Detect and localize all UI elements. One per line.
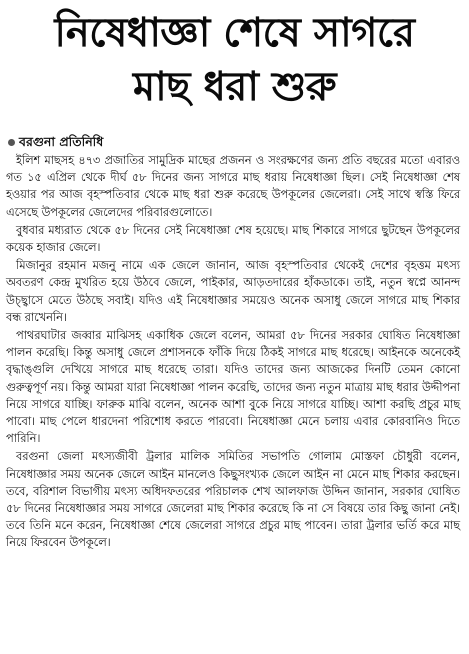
article-paragraph: পাথরঘাটার জব্বার মাঝিসহ একাধিক জেলে বলেন, আমরা ৫৮ দিনের সরকার ঘোষিত নিষেধাজ্ঞা পালন করেছি। কিন্তু অসাধু জেলে প্রশাসনকে ফাঁকি দিয়ে ঠিকই সাগরে মাছ ধরেছে। আইনকে অনেকেই বৃদ্ধাঙ্গুলি দেখিয়ে সাগরে মাছ ধরেছে তারা। যদিও তাদের জন্য আজকের দিনটি তেমন কোনো গুরুত্বপূর্ণ নয়। কিন্তু আমরা যারা নিষেধাজ্ঞা পালন করেছি, তাদের জন্য নতুন মাত্রায় মাছ ধরার উদ্দীপনা নিয়ে সাগরে যাচ্ছি। ফারুক মাঝি বলেন, অনেক আশা বুকে নিয়ে সাগরে যাচ্ছি। আশা করছি প্রচুর মাছ পাবো। মাছ পেলে ধারদেনা পরিশোধ করতে পারবো। নিষেধাজ্ঞা মেনে চলায় এবার কোরবানিও দিতে পারিনি। xyxy=(6,328,460,446)
article-body xyxy=(0,150,469,552)
headline-line-2: মাছ ধরা শুরু xyxy=(132,64,337,110)
byline-text: বরগুনা প্রতিনিধি xyxy=(19,134,104,149)
headline xyxy=(0,0,469,114)
bullet-icon xyxy=(8,139,15,146)
article-paragraph: বুধবার মধ্যরাত থেকে ৫৮ দিনের সেই নিষেধাজ্ঞা শেষ হয়েছে। মাছ শিকারে সাগরে ছুটছেন উপকূলের কয়েক হাজার জেলে। xyxy=(6,222,460,255)
article-paragraph: বরগুনা জেলা মৎস্যজীবী ট্রলার মালিক সমিতির সভাপতি গোলাম মোস্তফা চৌধুরী বলেন, নিষেধাজ্ঞার সময় অনেক জেলে আইন মানলেও কিছুসংখ্যক জেলে আইন না মেনে মাছ শিকার করছেন। তবে, বরিশাল বিভাগীয় মৎস্য অধিদফতরের পরিচালক শেখ আলফাজ উদ্দিন জানান, সরকার ঘোষিত ৫৮ দিনের নিষেধাজ্ঞার সময় সাগরে জেলেরা মাছ শিকার করেছে কি না সে বিষয়ে তার কিছু জানা নেই। তবে তিনি মনে করেন, নিষেধাজ্ঞা শেষে জেলেরা সাগরে প্রচুর মাছ পাবেন। তারা ট্রলার ভর্তি করে মাছ নিয়ে ফিরবেন উপকূলে। xyxy=(6,449,460,550)
article-paragraph: মিজানুর রহমান মজনু নামে এক জেলে জানান, আজ বৃহস্পতিবার থেকেই দেশের বৃহত্তম মৎস্য অবতরণ কেন্দ্র মুখরিত হয়ে উঠবে জেলে, পাইকার, আড়তদারের হাঁকডাকে। তাই, নতুন স্বপ্নে আনন্দ উচ্ছ্বাসে মেতে উঠছে সবাই। যদিও এই নিষেধাজ্ঞার সময়েও অনেক অসাধু জেলে সাগরে মাছ শিকার বন্ধ রাখেননি। xyxy=(6,258,460,324)
byline xyxy=(8,134,469,150)
headline-line-1: নিষেধাজ্ঞা শেষে সাগরে xyxy=(54,10,415,56)
article-paragraph: ইলিশ মাছসহ ৪৭৩ প্রজাতির সামুদ্রিক মাছের প্রজনন ও সংরক্ষণের জন্য প্রতি বছরের মতো এবারও গত ১৫ এপ্রিল থেকে দীর্ঘ ৫৮ দিনের জন্য সাগরে মাছ ধরায় নিষেধাজ্ঞা ছিল। সেই নিষেধাজ্ঞা শেষ হওয়ার পর আজ বৃহস্পতিবার থেকে মাছ ধরা শুরু করেছে উপকূলের জেলেরা। সেই সাথে স্বস্তি ফিরে এসেছে উপকূলের জেলেদের পরিবারগুলোতে। xyxy=(6,153,460,219)
